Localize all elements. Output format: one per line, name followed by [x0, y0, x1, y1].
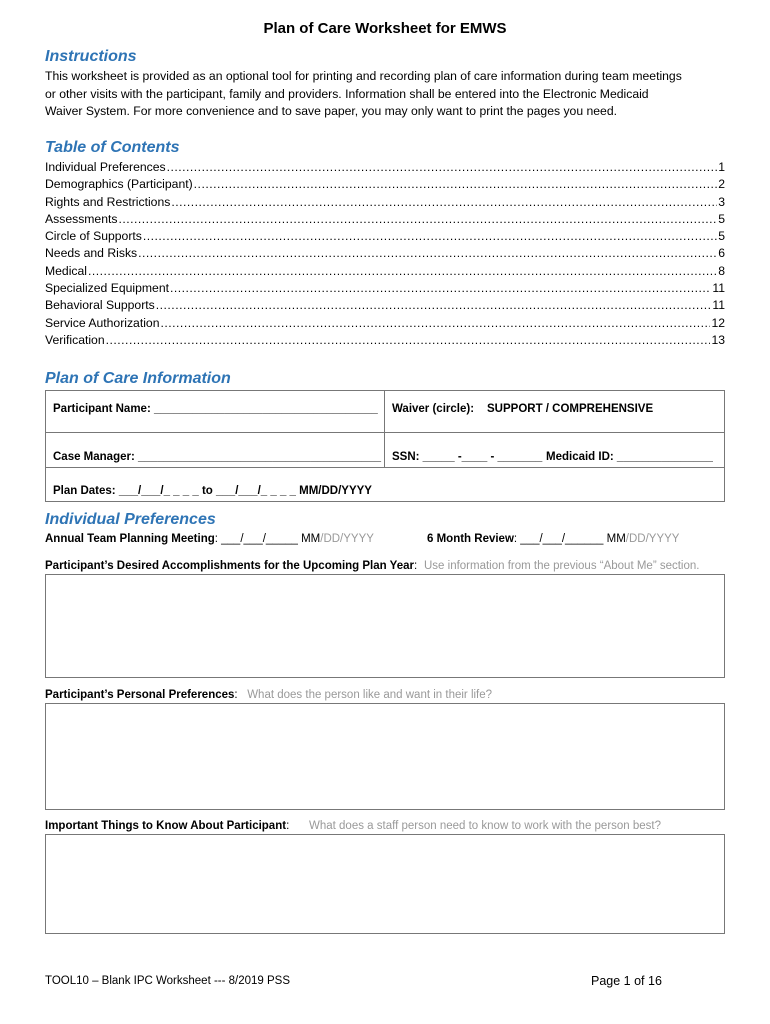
instructions-heading: Instructions: [45, 48, 137, 65]
table-divider: [384, 391, 385, 467]
toc-leader-dots: [88, 264, 717, 278]
six-month-review-row: [427, 533, 679, 545]
instructions-line: Waiver System. For more convenience and to save paper, you may only want to print the pages you need.: [45, 104, 617, 118]
toc-entry[interactable]: [45, 195, 725, 212]
toc-entry[interactable]: [45, 212, 725, 229]
toc-entry-label: Medical: [45, 263, 87, 278]
six-month-review-field[interactable]: : ___/___/______ MM: [513, 533, 626, 545]
six-month-review-hint: /DD/YYYY: [625, 533, 680, 545]
instructions-line: This worksheet is provided as an optional tool for printing and recording plan of care information during team meetings: [45, 69, 682, 83]
toc-entry[interactable]: [45, 298, 725, 315]
plan-info-table: [45, 390, 725, 502]
annual-meeting-field[interactable]: : ___/___/_____ MM: [214, 533, 321, 545]
toc-entry-page: 5: [718, 211, 725, 226]
toc-leader-dots: [106, 333, 711, 347]
toc-entry[interactable]: [45, 333, 725, 350]
toc-entry-page: 2: [718, 177, 725, 192]
personal-preferences-label: Participant’s Personal Preferences: [45, 689, 235, 701]
instructions-line: or other visits with the participant, family and providers. Information shall be entered into the Electronic Medicaid: [45, 86, 649, 101]
toc-entry-label: Demographics (Participant): [45, 177, 193, 192]
footer-page-number: Page 1 of 16: [591, 974, 662, 988]
important-things-label: Important Things to Know About Participant: [45, 820, 287, 832]
accomplishments-hint: Use information from the previous “About Me” section.: [424, 560, 700, 572]
toc-heading: Table of Contents: [45, 139, 180, 156]
accomplishments-label: Participant’s Desired Accomplishments for the Upcoming Plan Year: [45, 560, 414, 572]
toc-entry[interactable]: [45, 316, 725, 333]
important-things-label-row: Important Things to Know About Participant:: [45, 820, 290, 832]
document-title: Plan of Care Worksheet for EMWS: [263, 20, 507, 37]
ssn-field[interactable]: SSN: _____ -____ - _______: [392, 451, 543, 463]
waiver-options[interactable]: SUPPORT / COMPREHENSIVE: [487, 403, 654, 415]
toc-entry-page: 8: [718, 263, 725, 278]
toc-entry[interactable]: [45, 177, 725, 194]
medicaid-id-field[interactable]: Medicaid ID: _______________: [546, 451, 713, 463]
toc-entry-label: Behavioral Supports: [45, 298, 155, 313]
annual-meeting-label: Annual Team Planning Meeting: [45, 533, 215, 545]
six-month-review-label: 6 Month Review: [427, 533, 514, 545]
individual-preferences-heading: Individual Preferences: [45, 511, 216, 528]
important-things-textbox[interactable]: [45, 834, 725, 934]
toc-leader-dots: [170, 281, 711, 295]
plan-info-heading: Plan of Care Information: [45, 370, 231, 387]
toc-entry-label: Assessments: [45, 211, 118, 226]
toc-leader-dots: [171, 195, 717, 209]
waiver-label: Waiver (circle):: [392, 403, 475, 415]
plan-dates-field[interactable]: Plan Dates: ___/___/_ _ _ _ to ___/___/_ _ _ _ MM/DD/YYYY: [53, 485, 372, 497]
toc-entry-page: 6: [718, 246, 725, 261]
toc-entry-page: 11: [712, 281, 725, 296]
toc-leader-dots: [161, 316, 711, 330]
toc-entry-page: 13: [711, 332, 725, 347]
toc-entry-label: Rights and Restrictions: [45, 194, 171, 209]
toc-entry-page: 12: [711, 315, 725, 330]
table-of-contents: [45, 160, 725, 350]
accomplishments-textbox[interactable]: [45, 574, 725, 678]
toc-entry-label: Needs and Risks: [45, 246, 138, 261]
accomplishments-label-row: Participant’s Desired Accomplishments for the Upcoming Plan Year:: [45, 560, 418, 572]
important-things-hint: What does a staff person need to know to work with the person best?: [309, 820, 662, 832]
case-manager-field[interactable]: Case Manager: ______________________________________: [53, 451, 382, 463]
toc-leader-dots: [194, 177, 718, 191]
participant-name-field[interactable]: Participant Name: ___________________________________: [53, 403, 378, 415]
toc-leader-dots: [143, 229, 717, 243]
toc-entry-label: Specialized Equipment: [45, 281, 169, 296]
toc-entry-page: 5: [718, 229, 725, 244]
toc-entry[interactable]: [45, 229, 725, 246]
toc-entry-page: 11: [712, 298, 725, 313]
personal-preferences-hint: What does the person like and want in their life?: [247, 689, 493, 701]
toc-entry-label: Individual Preferences: [45, 160, 166, 174]
footer-document-id: TOOL10 – Blank IPC Worksheet --- 8/2019 PSS: [45, 975, 291, 987]
table-divider: [46, 467, 724, 468]
toc-entry-label: Verification: [45, 332, 105, 347]
toc-entry-page: 3: [718, 194, 725, 209]
toc-leader-dots: [118, 212, 717, 226]
toc-entry[interactable]: [45, 160, 725, 177]
toc-leader-dots: [156, 298, 712, 312]
toc-entry-label: Service Authorization: [45, 315, 160, 330]
table-divider: [46, 432, 724, 433]
toc-entry-page: 1: [718, 160, 725, 174]
annual-meeting-hint: /DD/YYYY: [320, 533, 374, 545]
toc-entry[interactable]: [45, 246, 725, 263]
annual-meeting-row: [45, 533, 374, 545]
toc-entry[interactable]: [45, 264, 725, 281]
toc-entry-label: Circle of Supports: [45, 229, 142, 244]
personal-preferences-textbox[interactable]: [45, 703, 725, 810]
instructions-paragraph: [45, 68, 735, 121]
toc-entry[interactable]: [45, 281, 725, 298]
toc-leader-dots: [167, 160, 718, 174]
toc-leader-dots: [138, 246, 717, 260]
personal-preferences-row: Participant’s Personal Preferences: What does the person like and want in their life?: [45, 689, 493, 701]
